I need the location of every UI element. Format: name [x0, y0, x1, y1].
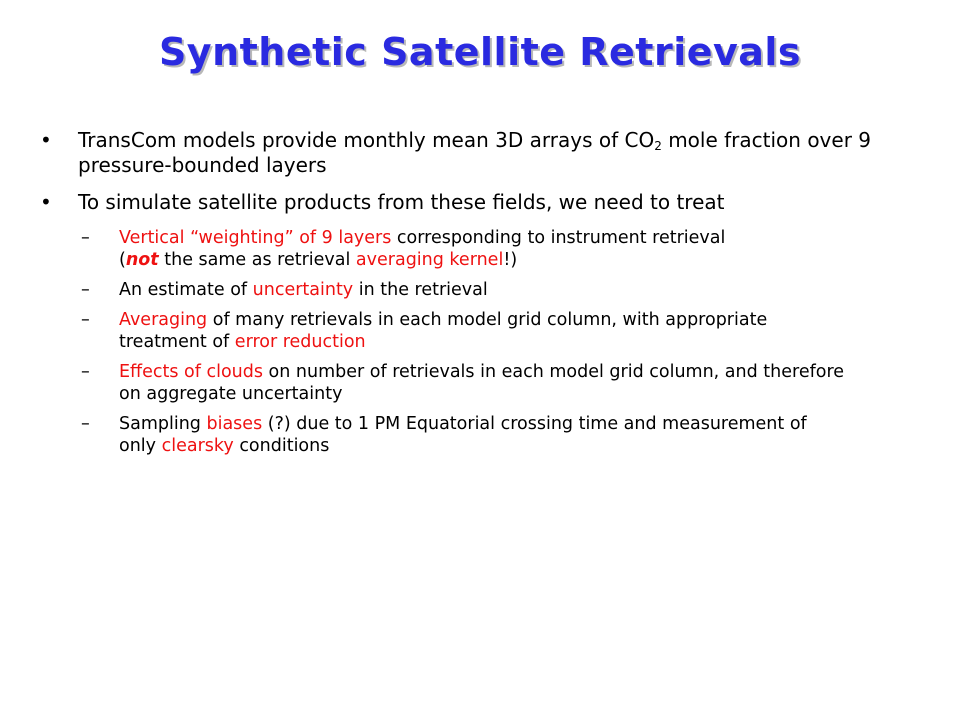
sub-text: (?) due to 1 PM Equatorial crossing time and measurement of only	[119, 414, 807, 456]
sub-marker: –	[81, 228, 90, 248]
sub-marker: –	[81, 362, 90, 382]
sub-text: An estimate of	[119, 280, 253, 300]
highlight: Effects of clouds	[119, 362, 263, 382]
sub-item-clouds	[78, 361, 848, 405]
bullet-transcom	[40, 128, 900, 178]
sub-text: conditions	[233, 436, 330, 456]
sub-list	[78, 227, 848, 457]
emphasis: not	[125, 250, 159, 270]
sub-marker: –	[81, 280, 90, 300]
bullet-list	[40, 128, 900, 465]
bullet-marker: •	[40, 128, 52, 152]
sub-item-uncertainty	[78, 279, 848, 301]
bullet-text: TransCom models provide monthly mean 3D arrays of CO	[78, 128, 655, 152]
sub-text: the same as retrieval	[158, 250, 356, 270]
highlight: averaging kernel	[355, 250, 504, 270]
bullet-simulate	[40, 190, 900, 215]
highlight: clearsky	[161, 436, 234, 456]
bullet-text: mole fraction over 9 pressure-bounded layers	[78, 128, 872, 177]
sub-text: on number of retrievals in each model grid column, and therefore on aggregate uncertainty	[119, 362, 845, 404]
highlight: biases	[206, 414, 263, 434]
highlight: Averaging	[119, 310, 208, 330]
sub-text: Sampling	[119, 414, 207, 434]
sub-text: of many retrievals in each model grid column, with appropriate treatment of	[119, 310, 768, 352]
sub-item-vertical-weighting	[78, 227, 848, 271]
highlight: Vertical “weighting” of 9 layers	[119, 228, 392, 248]
bullet-text: To simulate satellite products from these fields, we need to treat	[78, 190, 725, 214]
sub-item-averaging	[78, 309, 848, 353]
highlight: uncertainty	[252, 280, 354, 300]
sub-text: corresponding to instrument retrieval	[391, 228, 726, 248]
sub-marker: –	[81, 414, 90, 434]
sub-item-sampling	[78, 413, 848, 457]
sub-marker: –	[81, 310, 90, 330]
sub-text: !)	[503, 250, 518, 270]
sub-text: in the retrieval	[353, 280, 488, 300]
subscript: 2	[654, 139, 662, 153]
sub-text: (	[119, 250, 126, 270]
bullet-marker: •	[40, 190, 52, 214]
highlight: error reduction	[234, 332, 366, 352]
slide-title: Synthetic Satellite Retrievals	[158, 30, 802, 74]
